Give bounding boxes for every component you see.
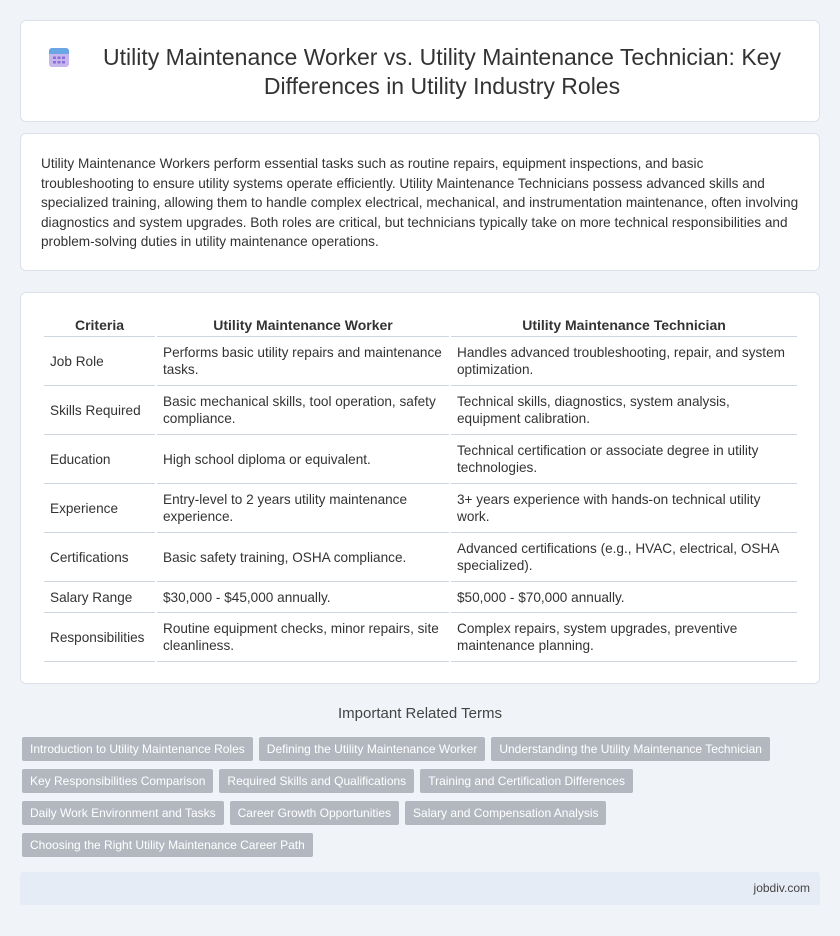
- row-criteria: Responsibilities: [44, 613, 155, 662]
- related-term-tag[interactable]: Required Skills and Qualifications: [219, 769, 414, 793]
- footer: [20, 872, 820, 905]
- row-technician-value: Complex repairs, system upgrades, preventive maintenance planning.: [451, 613, 797, 662]
- table-row: [44, 435, 797, 484]
- header-worker: Utility Maintenance Worker: [157, 310, 449, 337]
- intro-paragraph: Utility Maintenance Workers perform essential tasks such as routine repairs, equipment inspections, and basic troubleshooting to ensure utility systems operate efficiently. Utility Maintenance Technicians possess advanced skills and specialized training, allowing them to handle complex electrical, mechanical, and instrumentation maintenance, often involving diagnostics and system upgrades. Both roles are critical, but technicians typically take on more technical responsibilities and problem-solving duties in utility maintenance operations.: [41, 156, 799, 249]
- table-row: [44, 337, 797, 386]
- related-term-tag[interactable]: Key Responsibilities Comparison: [22, 769, 213, 793]
- row-technician-value: $50,000 - $70,000 annually.: [451, 582, 797, 613]
- row-worker-value: Performs basic utility repairs and maintenance tasks.: [157, 337, 449, 386]
- intro-card: [20, 133, 820, 271]
- row-technician-value: Advanced certifications (e.g., HVAC, electrical, OSHA specialized).: [451, 533, 797, 582]
- related-term-tag[interactable]: Salary and Compensation Analysis: [405, 801, 606, 825]
- related-term-tag[interactable]: Choosing the Right Utility Maintenance Career Path: [22, 833, 313, 857]
- related-terms-list: [22, 737, 818, 857]
- comparison-table-card: [20, 292, 820, 684]
- row-criteria: Salary Range: [44, 582, 155, 613]
- row-worker-value: $30,000 - $45,000 annually.: [157, 582, 449, 613]
- row-worker-value: Entry-level to 2 years utility maintenance experience.: [157, 484, 449, 533]
- row-criteria: Experience: [44, 484, 155, 533]
- header-criteria: Criteria: [44, 310, 155, 337]
- page-title: Utility Maintenance Worker vs. Utility Maintenance Technician: Key Differences in Utility Industry Roles: [103, 44, 781, 99]
- row-technician-value: Handles advanced troubleshooting, repair, and system optimization.: [451, 337, 797, 386]
- row-criteria: Skills Required: [44, 386, 155, 435]
- row-worker-value: Basic mechanical skills, tool operation, safety compliance.: [157, 386, 449, 435]
- related-term-tag[interactable]: Defining the Utility Maintenance Worker: [259, 737, 486, 761]
- table-row: [44, 386, 797, 435]
- related-terms-heading: Important Related Terms: [338, 705, 502, 722]
- row-criteria: Job Role: [44, 337, 155, 386]
- calendar-icon: [48, 46, 70, 68]
- row-worker-value: High school diploma or equivalent.: [157, 435, 449, 484]
- row-worker-value: Basic safety training, OSHA compliance.: [157, 533, 449, 582]
- related-term-tag[interactable]: Introduction to Utility Maintenance Roles: [22, 737, 253, 761]
- table-row: [44, 533, 797, 582]
- table-row: [44, 613, 797, 662]
- row-criteria: Certifications: [44, 533, 155, 582]
- header-card: [20, 20, 820, 122]
- related-term-tag[interactable]: Career Growth Opportunities: [230, 801, 399, 825]
- related-term-tag[interactable]: Daily Work Environment and Tasks: [22, 801, 224, 825]
- table-header-row: [44, 310, 797, 337]
- table-row: [44, 484, 797, 533]
- row-criteria: Education: [44, 435, 155, 484]
- header-technician: Utility Maintenance Technician: [451, 310, 797, 337]
- comparison-table: [42, 310, 799, 662]
- row-technician-value: Technical certification or associate degree in utility technologies.: [451, 435, 797, 484]
- row-technician-value: Technical skills, diagnostics, system analysis, equipment calibration.: [451, 386, 797, 435]
- row-technician-value: 3+ years experience with hands-on technical utility work.: [451, 484, 797, 533]
- related-term-tag[interactable]: Understanding the Utility Maintenance Technician: [491, 737, 770, 761]
- table-row: [44, 582, 797, 613]
- related-term-tag[interactable]: Training and Certification Differences: [420, 769, 633, 793]
- row-worker-value: Routine equipment checks, minor repairs, site cleanliness.: [157, 613, 449, 662]
- footer-site-link[interactable]: jobdiv.com: [753, 881, 810, 895]
